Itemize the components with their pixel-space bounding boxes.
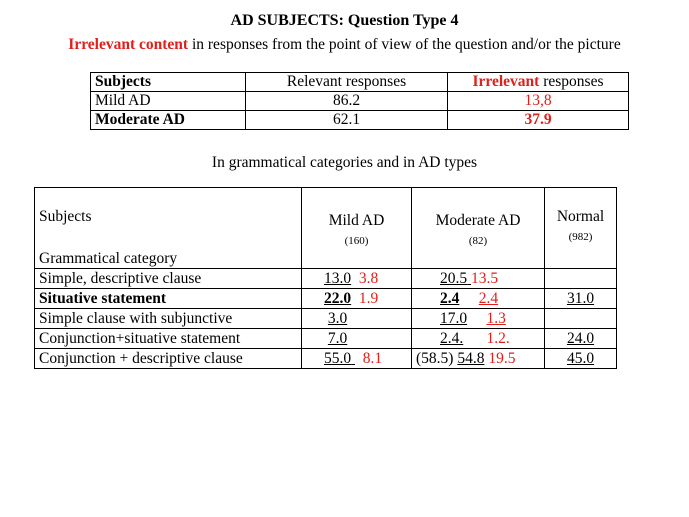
- table-header-row: [91, 73, 629, 92]
- moderate-cell: [412, 329, 545, 349]
- normal-value: [545, 309, 617, 329]
- mild-irrelevant: 1.9: [358, 289, 379, 307]
- header-moderate-n: (82): [468, 235, 488, 247]
- table-header-row: [35, 188, 617, 269]
- table-row: [91, 92, 629, 111]
- normal-cell: [545, 289, 617, 309]
- mild-value: 55.0: [324, 349, 352, 367]
- mild-irrelevant: 8.1: [362, 349, 383, 367]
- moderate-value: 17.0: [440, 309, 468, 327]
- normal-value: 24.0: [566, 329, 595, 347]
- table-row: [35, 289, 617, 309]
- moderate-irrelevant: 1.2.: [486, 329, 510, 347]
- mild-cell: [302, 309, 412, 329]
- table-row: [35, 269, 617, 289]
- header-irrelevant-rest: responses: [539, 73, 604, 90]
- row-label: Conjunction+situative statement: [35, 329, 302, 349]
- header-relevant: Relevant responses: [246, 73, 448, 92]
- table-row: [35, 349, 617, 369]
- header-mild-ad: [302, 188, 412, 269]
- moderate-cell: [412, 349, 545, 369]
- header-subjects: Subjects: [91, 73, 246, 92]
- header-mild-label: Mild AD: [328, 212, 385, 229]
- mild-value: 13.0: [324, 269, 352, 287]
- mild-cell: [302, 269, 412, 289]
- table-row: [35, 309, 617, 329]
- irrelevant-value: 13,8: [448, 92, 629, 111]
- header-subjects-category: [35, 188, 302, 269]
- relevant-value: 62.1: [246, 111, 448, 130]
- normal-value: [545, 269, 617, 289]
- responses-summary-table: [90, 72, 629, 130]
- mild-value: 22.0: [324, 289, 352, 307]
- section-title: In grammatical categories and in AD types: [211, 154, 478, 171]
- moderate-irrelevant: 19.5: [488, 349, 516, 367]
- subtitle-rest: in responses from the point of view of the question and/or the picture: [188, 36, 621, 53]
- moderate-irrelevant: 1.3: [486, 309, 506, 327]
- moderate-value: 2.4.: [440, 329, 464, 347]
- page-title: AD SUBJECTS: Question Type 4: [230, 12, 459, 29]
- mild-irrelevant: 3.8: [358, 269, 379, 287]
- table-row: [91, 111, 629, 130]
- normal-cell: [545, 349, 617, 369]
- header-irrelevant-word: Irrelevant: [472, 73, 540, 90]
- moderate-value: 2.4: [440, 289, 460, 307]
- normal-value: 45.0: [566, 349, 595, 367]
- mild-cell: [302, 349, 412, 369]
- row-label: Moderate AD: [91, 111, 246, 130]
- header-moderate-ad: [412, 188, 545, 269]
- header-normal-label: Normal: [556, 208, 605, 225]
- header-mild-n: (160): [344, 235, 369, 247]
- irrelevant-value: 37.9: [448, 111, 629, 130]
- subtitle-highlight: Irrelevant content: [68, 36, 189, 53]
- header-normal-n: (982): [568, 231, 593, 243]
- moderate-value: 20.5: [440, 269, 468, 287]
- relevant-value: 86.2: [246, 92, 448, 111]
- mild-cell: [302, 329, 412, 349]
- moderate-prefix: (58.5): [416, 349, 454, 367]
- header-irrelevant: [448, 73, 629, 92]
- mild-value: 3.0: [327, 309, 348, 327]
- header-normal: [545, 188, 617, 269]
- row-label: Simple clause with subjunctive: [35, 309, 302, 329]
- row-label: Situative statement: [35, 289, 302, 309]
- moderate-irrelevant: 13.5: [471, 269, 499, 287]
- header-grammatical-category: Grammatical category: [39, 250, 178, 267]
- row-label: Mild AD: [91, 92, 246, 111]
- moderate-value: 54.8: [457, 349, 485, 367]
- page-subtitle: [0, 36, 689, 54]
- moderate-cell: [412, 289, 545, 309]
- table-row: [35, 329, 617, 349]
- header-moderate-label: Moderate AD: [435, 212, 521, 229]
- moderate-irrelevant: 2.4: [478, 289, 499, 307]
- normal-value: 31.0: [566, 289, 595, 307]
- row-label: Conjunction + descriptive clause: [35, 349, 302, 369]
- mild-value: 7.0: [327, 329, 348, 347]
- moderate-cell: [412, 269, 545, 289]
- header-subjects: Subjects: [39, 208, 92, 225]
- normal-cell: [545, 329, 617, 349]
- row-label: Simple, descriptive clause: [35, 269, 302, 289]
- mild-cell: [302, 289, 412, 309]
- moderate-cell: [412, 309, 545, 329]
- grammatical-categories-table: [34, 187, 617, 369]
